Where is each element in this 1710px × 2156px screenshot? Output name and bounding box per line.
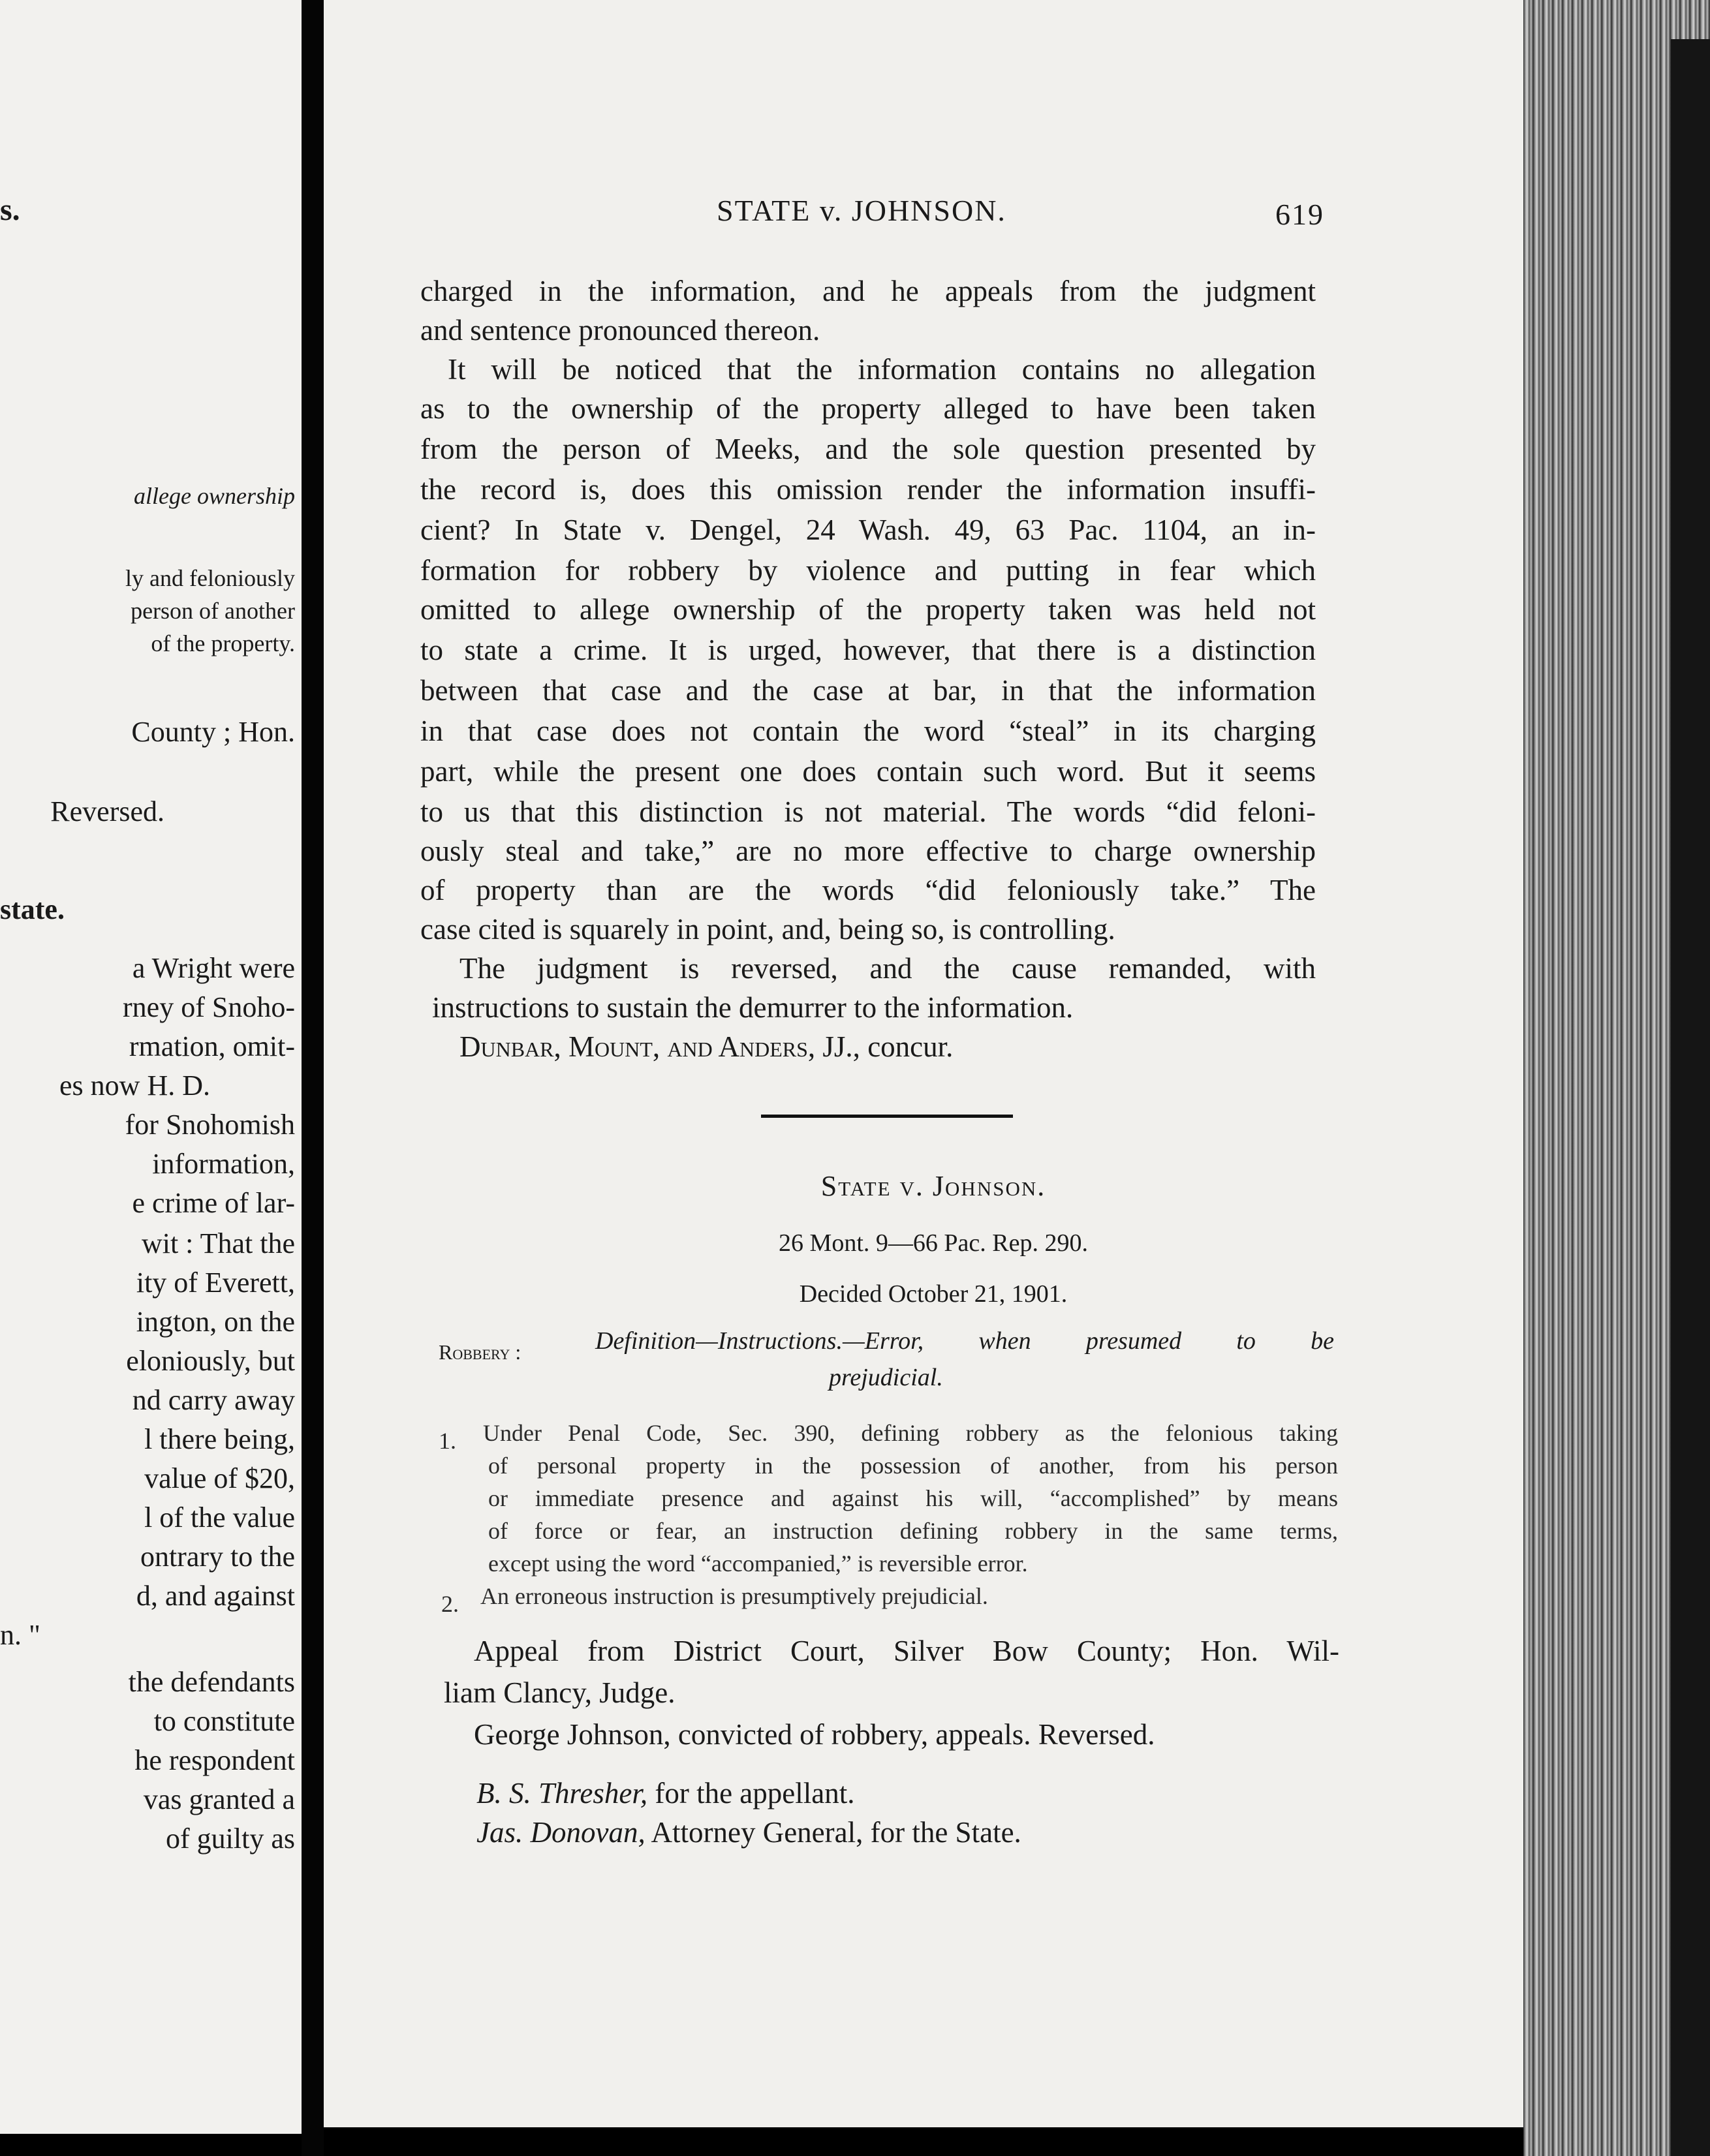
opinion-line: in that case does not contain the word “steal” in its charging (420, 715, 1316, 747)
headnote-1-line: except using the word “accompanied,” is reversible error. (488, 1550, 1028, 1577)
left-line: value of $20, (144, 1462, 295, 1494)
left-line: e crime of lar- (132, 1187, 295, 1219)
left-line: County ; Hon. (131, 716, 295, 748)
left-line: to constitute (153, 1705, 295, 1737)
counsel-name: Jas. Donovan, (476, 1816, 645, 1849)
left-header-fragment: s. (0, 192, 20, 227)
page-edge-shadow (1671, 39, 1710, 2156)
topic-line-1 (595, 1329, 1334, 1353)
opinion-line: and sentence pronounced thereon. (420, 314, 820, 346)
left-line: state. (0, 893, 65, 925)
left-line: he respondent (134, 1744, 295, 1776)
opinion-line: charged in the information, and he appeals from the judgment (420, 275, 1316, 307)
running-title: STATE v. JOHNSON. (717, 194, 1006, 227)
left-line: ington, on the (136, 1306, 295, 1338)
counsel-appellant (476, 1779, 1377, 1808)
counsel-state (476, 1818, 1377, 1847)
decision-date: Decided October 21, 1901. (799, 1280, 1068, 1308)
topic-word: be (1311, 1327, 1334, 1355)
topic-line-2: prejudicial. (829, 1364, 943, 1391)
left-line: nd carry away (132, 1384, 295, 1416)
left-line: rney of Snoho- (123, 991, 295, 1023)
page-number: 619 (1275, 198, 1324, 231)
left-line: ly and feloniously (125, 565, 295, 591)
left-line: eloniously, but (126, 1345, 295, 1377)
opinion-line: the record is, does this omission render the information insuffi- (420, 473, 1316, 506)
left-line: a Wright were (132, 952, 295, 984)
counsel-name: B. S. Thresher, (476, 1777, 648, 1810)
left-line: vas granted a (143, 1783, 295, 1815)
topic-word: presumed (1085, 1327, 1182, 1355)
headnote-2: An erroneous instruction is presumptively prejudicial. (480, 1583, 988, 1609)
opinion-line: between that case and the case at bar, in that the information (420, 674, 1316, 707)
headnote-1-line: of personal property in the possession of another, from his person (488, 1453, 1338, 1479)
opinion-line: The judgment is reversed, and the cause remanded, with (459, 952, 1316, 985)
opinion-line: omitted to allege ownership of the property taken was held not (420, 593, 1316, 626)
left-line: ity of Everett, (136, 1267, 295, 1299)
opinion-line: as to the ownership of the property alleged to have been taken (420, 392, 1316, 425)
left-facing-page (0, 0, 302, 2134)
case-citation: 26 Mont. 9—66 Pac. Rep. 290. (779, 1229, 1088, 1257)
appeal-line: liam Clancy, Judge. (444, 1676, 676, 1709)
left-line: the defendants (128, 1666, 295, 1698)
left-line: l there being, (144, 1423, 295, 1455)
headnote-1-number: 1. (439, 1428, 456, 1454)
left-line: information, (152, 1148, 295, 1180)
disposition-line: George Johnson, convicted of robbery, appeals. Reversed. (474, 1718, 1155, 1751)
opinion-line: It will be noticed that the information contains no allegation (448, 353, 1316, 386)
opinion-line: to state a crime. It is urged, however, that there is a distinction (420, 634, 1316, 666)
left-line: n. " (0, 1619, 40, 1651)
concurrence-verb: concur. (867, 1030, 954, 1063)
opinion-line: ously steal and take,” are no more effective to charge ownership (420, 835, 1316, 867)
opinion-line: of property than are the words “did feloniously take.” The (420, 874, 1316, 906)
left-line: for Snohomish (125, 1109, 295, 1141)
appeal-line: Appeal from District Court, Silver Bow County; Hon. Wil- (474, 1635, 1339, 1667)
case-title: State v. Johnson. (820, 1170, 1046, 1202)
left-line: es now H. D. (59, 1070, 210, 1101)
section-divider (761, 1115, 1013, 1118)
opinion-line: formation for robbery by violence and putting in fear which (420, 554, 1316, 587)
counsel-role: Attorney General, for the State. (651, 1816, 1021, 1849)
opinion-line: case cited is squarely in point, and, being so, is controlling. (420, 913, 1115, 946)
topic-word: when (978, 1327, 1031, 1355)
left-line: of the property. (151, 630, 295, 656)
left-line: allege ownership (134, 483, 295, 509)
topic-word: to (1236, 1327, 1256, 1355)
headnote-1-line: Under Penal Code, Sec. 390, defining robbery as the felonious taking (483, 1420, 1338, 1446)
concurring-judges: Dunbar, Mount, and Anders, JJ., (459, 1030, 860, 1063)
headnote-2-number: 2. (441, 1591, 459, 1617)
left-line: rmation, omit- (129, 1030, 295, 1062)
counsel-role: for the appellant. (655, 1777, 855, 1810)
topic-word: Definition—Instructions.—Error, (595, 1327, 924, 1355)
opinion-line: part, while the present one does contain such word. But it seems (420, 755, 1316, 788)
left-line: person of another (131, 598, 295, 624)
left-line: l of the value (144, 1502, 295, 1533)
left-line: of guilty as (166, 1823, 295, 1855)
opinion-line: instructions to sustain the demurrer to the information. (432, 991, 1074, 1024)
opinion-line: to us that this distinction is not material. The words “did feloni- (420, 795, 1316, 828)
left-line: wit : That the (141, 1227, 295, 1259)
left-line: d, and against (136, 1580, 295, 1612)
concurrence-line (459, 1032, 953, 1062)
topic-label: Robbery : (439, 1340, 521, 1364)
opinion-line: from the person of Meeks, and the sole question presented by (420, 433, 1316, 465)
book-gutter (302, 0, 324, 2156)
headnote-1-line: of force or fear, an instruction defining robbery in the same terms, (488, 1518, 1338, 1544)
opinion-line: cient? In State v. Dengel, 24 Wash. 49, 63 Pac. 1104, an in- (420, 514, 1316, 546)
headnote-1-line: or immediate presence and against his will, “accomplished” by means (488, 1485, 1338, 1511)
left-line: ontrary to the (140, 1541, 295, 1573)
left-line: Reversed. (50, 795, 164, 827)
